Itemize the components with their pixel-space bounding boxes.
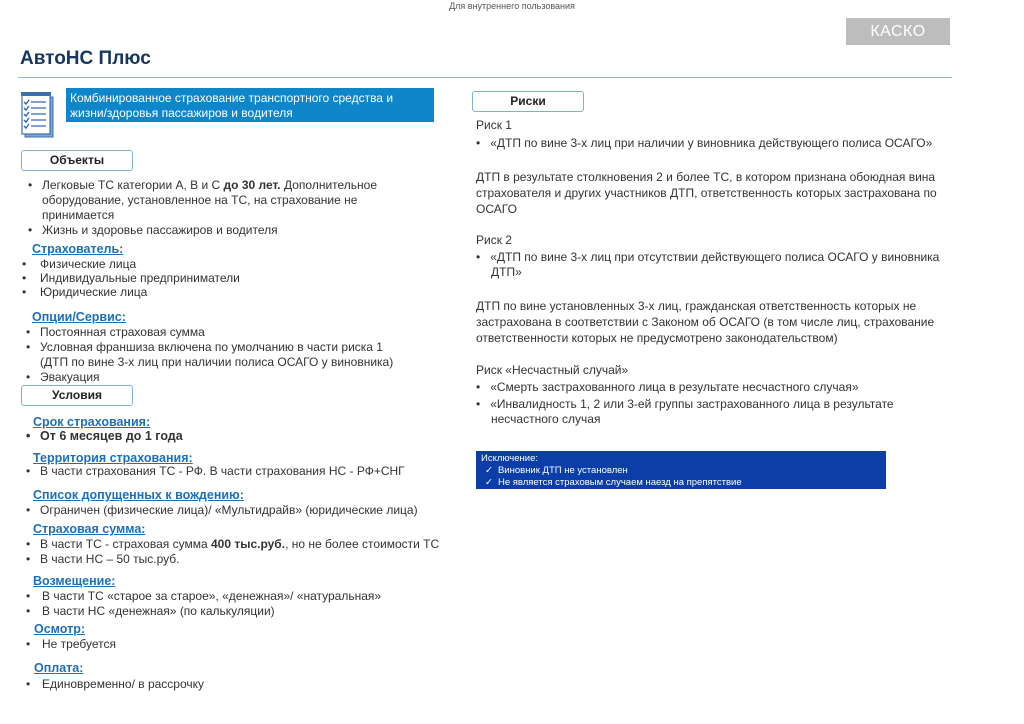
compensation-heading: Возмещение: xyxy=(33,574,116,588)
title-divider xyxy=(18,77,952,78)
drivers-heading: Список допущенных к вождению: xyxy=(33,488,244,502)
insurer-heading: Страхователь: xyxy=(32,242,124,256)
sum-heading: Страховая сумма: xyxy=(33,522,146,536)
internal-use-note: Для внутреннего пользования xyxy=(449,1,575,11)
objects-section-header: Объекты xyxy=(21,150,133,171)
term-item: • От 6 месяцев до 1 года xyxy=(26,429,183,443)
exclusion-title: Исключение: xyxy=(481,453,539,464)
objects-item1-bold: до 30 лет. xyxy=(223,178,281,192)
objects-item-cars: • Легковые ТС категории А, В и С до 30 лет. Дополнительное xyxy=(28,178,378,192)
options-item-evacuation: • Эвакуация xyxy=(26,370,100,384)
options-heading: Опции/Сервис: xyxy=(32,310,126,324)
sum-item-accident: • В части НС – 50 тыс.руб. xyxy=(26,552,180,566)
risk1-title: Риск 1 xyxy=(476,118,512,132)
conditions-section-header: Условия xyxy=(21,385,133,406)
product-description-banner xyxy=(66,88,434,122)
risk2-bullet-line2: ДТП» xyxy=(491,265,522,279)
compensation-item-accident: • В части НС «денежная» (по калькуляции) xyxy=(26,604,275,618)
term-heading: Срок страхования: xyxy=(33,415,151,429)
inspection-heading: Осмотр: xyxy=(34,622,86,636)
compensation-item-vehicle: • В части ТС «старое за старое», «денежная»/ «натуральная» xyxy=(26,589,382,603)
options-item-deductible-line2: (ДТП по вине 3-х лиц при наличии полиса ОСАГО у виновника) xyxy=(40,355,394,369)
insurer-item-legal: • Юридические лица xyxy=(22,285,148,299)
insurer-item-individuals: • Физические лица xyxy=(22,257,137,271)
risk3-bullet-disability-line2: несчастного случая xyxy=(491,412,601,426)
territory-item: • В части страхования ТС - РФ. В части страхования НС - РФ+СНГ xyxy=(26,464,405,478)
options-item-deductible: • Условная франшиза включена по умолчанию в части риска 1 xyxy=(26,340,383,354)
insurer-item-entrepreneurs: • Индивидуальные предприниматели xyxy=(22,271,240,285)
sum-item-vehicle: • В части ТС - страховая сумма 400 тыс.руб., но не более стоимости ТС xyxy=(26,537,440,551)
objects-item1-pre: Легковые ТС категории А, В и С xyxy=(42,178,224,192)
risks-section-header: Риски xyxy=(472,91,584,112)
risk3-bullet-death: • «Смерть застрахованного лица в результате несчастного случая» xyxy=(476,380,859,394)
objects-item1-line3: принимается xyxy=(42,208,115,222)
banner-line-1: Комбинированное страхование транспортного средства и xyxy=(70,91,394,105)
objects-item1-line2: оборудование, установленное на ТС, на страхование не xyxy=(42,193,358,207)
kasko-badge: КАСКО xyxy=(846,18,950,45)
payment-heading: Оплата: xyxy=(34,661,84,675)
risk2-description: ДТП по вине установленных 3-х лиц, гражданская ответственность которых не застрахована в соответствии с Законом об ОСАГО (в том числе лиц, страхование ответственности которых не предусмотрено законодательством) xyxy=(476,299,935,345)
exclusion-item-obstacle: ✓ Не является страховым случаем наезд на препятствие xyxy=(485,477,742,488)
exclusion-box xyxy=(476,451,886,489)
page-title: АвтоНС Плюс xyxy=(20,48,151,69)
risk1-bullet: • «ДТП по вине 3-х лиц при наличии у виновника действующего полиса ОСАГО» xyxy=(476,136,933,150)
objects-item-passengers: • Жизнь и здоровье пассажиров и водителя xyxy=(28,223,278,237)
payment-item: • Единовременно/ в рассрочку xyxy=(26,677,205,691)
document-checklist-icon xyxy=(19,92,57,140)
options-item-constant-sum: • Постоянная страховая сумма xyxy=(26,325,205,339)
risk3-bullet-disability: • «Инвалидность 1, 2 или 3-ей группы застрахованного лица в результате xyxy=(476,397,894,411)
territory-heading: Территория страхования: xyxy=(33,451,193,465)
risk1-description: ДТП в результате столкновения 2 и более ТС, в котором признана обоюдная вина страхователя и других участников ДТП, ответственность которых застрахована по ОСАГО xyxy=(476,170,937,216)
objects-item1-post: Дополнительное xyxy=(280,178,378,192)
drivers-item: • Ограничен (физические лица)/ «Мультидрайв» (юридические лица) xyxy=(26,503,418,517)
inspection-item: • Не требуется xyxy=(26,637,116,651)
exclusion-item-unknown-culprit: ✓ Виновник ДТП не установлен xyxy=(485,465,628,476)
risk2-bullet: • «ДТП по вине 3-х лиц при отсутствии действующего полиса ОСАГО у виновника xyxy=(476,250,940,264)
risk2-title: Риск 2 xyxy=(476,233,512,247)
banner-line-2: жизни/здоровья пассажиров и водителя xyxy=(70,106,293,120)
risk3-title: Риск «Несчастный случай» xyxy=(476,363,629,377)
